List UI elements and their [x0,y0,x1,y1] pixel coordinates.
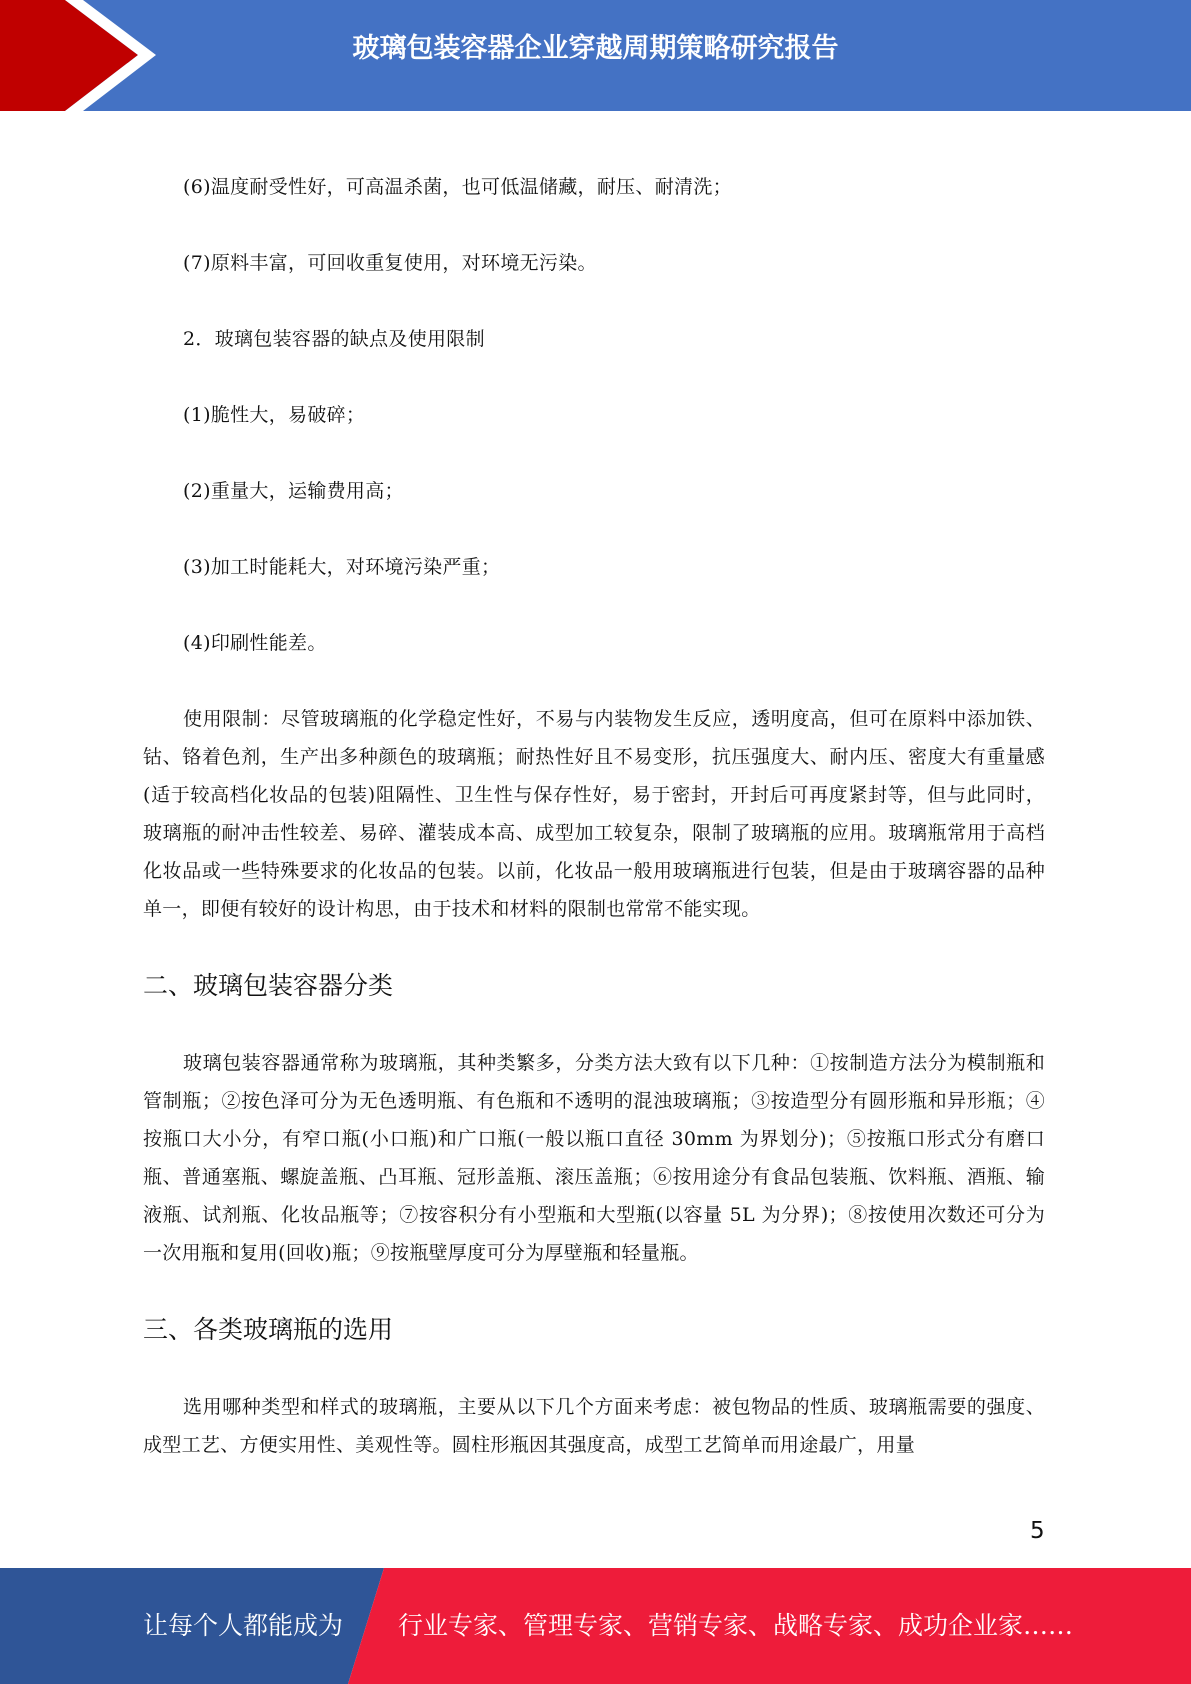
section-heading: 二、玻璃包装容器分类 [143,971,394,1000]
header-title: 玻璃包装容器企业穿越周期策略研究报告 [352,33,839,64]
list-item: (2)重量大，运输费用高； [183,480,404,502]
page-footer [0,1568,1191,1684]
classification-paragraph: 玻璃包装容器通常称为玻璃瓶，其种类繁多，分类方法大致有以下几种：①按制造方法分为模制瓶和管制瓶；②按色泽可分为无色透明瓶、有色瓶和不透明的混浊玻璃瓶；③按造型分有圆形瓶和异形瓶；④按瓶口大小分，有窄口瓶(小口瓶)和广口瓶(一般以瓶口直径 30mm 为界划分)；⑤按瓶口形式分有磨口瓶、普通塞瓶、螺旋盖瓶、凸耳瓶、冠形盖瓶、滚压盖瓶；⑥按用途分有食品包装瓶、饮料瓶、酒瓶、输液瓶、试剂瓶、化妆品瓶等；⑦按容积分有小型瓶和大型瓶(以容量 5L 为分界)；⑧按使用次数还可分为一次用瓶和复用(回收)瓶；⑨按瓶壁厚度可分为厚壁瓶和轻量瓶。 [143,1052,1045,1264]
main-content [143,168,1045,1464]
list-item: (1)脆性大，易破碎； [183,404,366,426]
list-item: (3)加工时能耗大，对环境污染严重； [183,556,501,578]
page-number: 5 [1030,1518,1045,1544]
footer-slogan-left: 让每个人都能成为 [143,1611,344,1640]
footer-slogan-right: 行业专家、管理专家、营销专家、战略专家、成功企业家…… [398,1611,1074,1640]
list-item: (4)印刷性能差。 [183,632,327,654]
list-item: (6)温度耐受性好，可高温杀菌，也可低温储藏，耐压、耐清洗； [183,176,732,198]
section-heading: 三、各类玻璃瓶的选用 [143,1315,394,1344]
list-item: (7)原料丰富，可回收重复使用，对环境无污染。 [183,252,597,274]
selection-paragraph: 选用哪种类型和样式的玻璃瓶，主要从以下几个方面来考虑：被包物品的性质、玻璃瓶需要的强度、成型工艺、方便实用性、美观性等。圆柱形瓶因其强度高，成型工艺简单而用途最广，用量 [143,1396,1045,1456]
page-header [0,0,1191,111]
usage-limit-paragraph: 使用限制：尽管玻璃瓶的化学稳定性好，不易与内装物发生反应，透明度高，但可在原料中添加铁、钴、铬着色剂，生产出多种颜色的玻璃瓶；耐热性好且不易变形，抗压强度大、耐内压、密度大有重量感(适于较高档化妆品的包装)阻隔性、卫生性与保存性好，易于密封，开封后可再度紧封等，但与此同时，玻璃瓶的耐冲击性较差、易碎、灌装成本高、成型加工较复杂，限制了玻璃瓶的应用。玻璃瓶常用于高档化妆品或一些特殊要求的化妆品的包装。以前，化妆品一般用玻璃瓶进行包装，但是由于玻璃容器的品种单一，即便有较好的设计构思，由于技术和材料的限制也常常不能实现。 [143,708,1045,920]
subheading: 2．玻璃包装容器的缺点及使用限制 [183,328,485,350]
